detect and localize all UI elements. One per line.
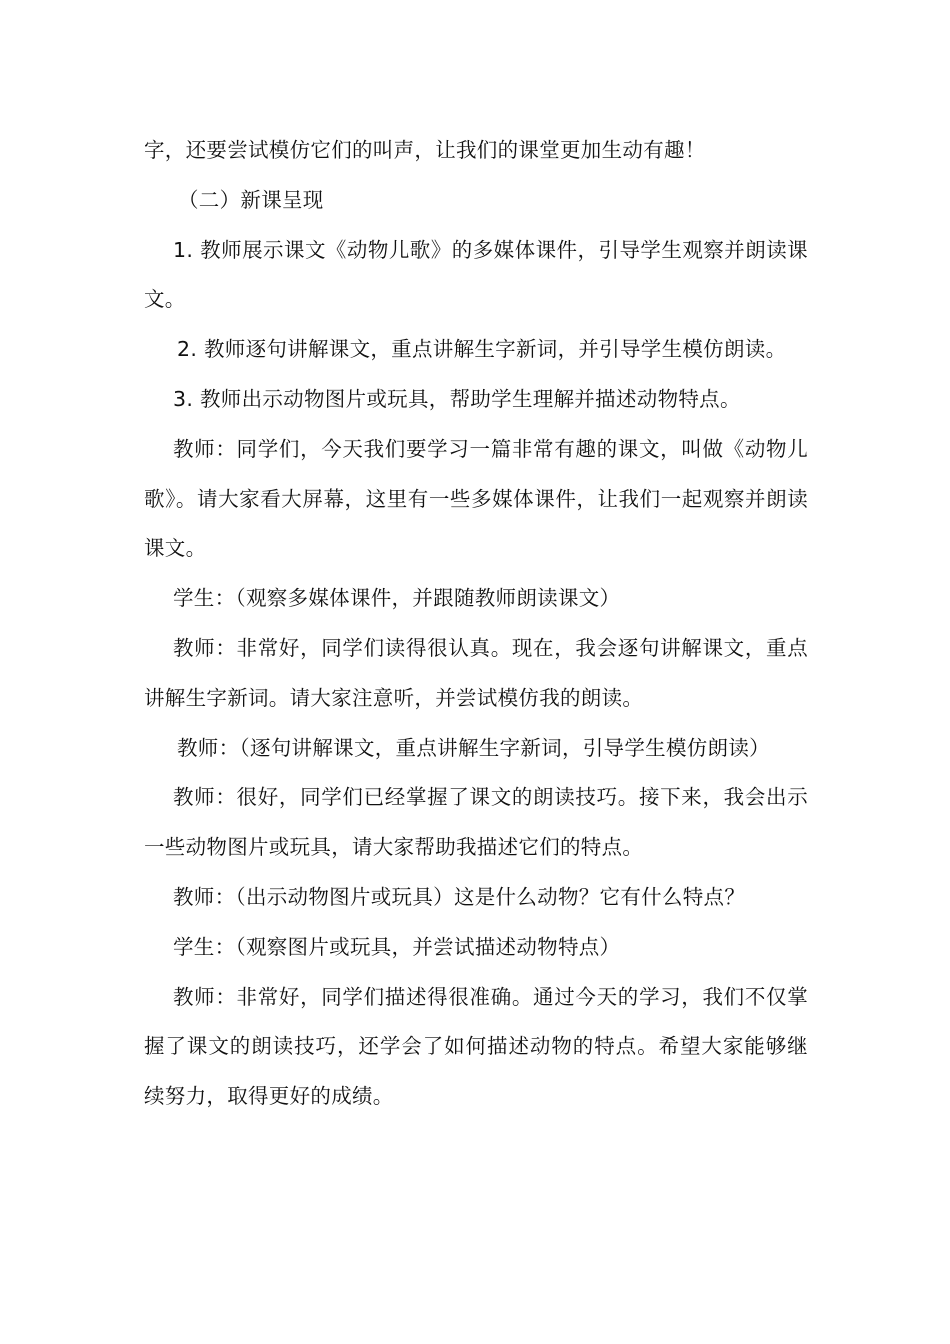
dialogue-teacher-3: 教师：（逐句讲解课文，重点讲解生字新词，引导学生模仿朗读） [177,735,770,760]
paragraph-continuation: 字，还要尝试模仿它们的叫声，让我们的课堂更加生动有趣！ [144,138,706,162]
dialogue-teacher-5: 教师：（出示动物图片或玩具）这是什么动物？它有什么特点？ [173,884,746,909]
dialogue-teacher-1: 教师：同学们，今天我们要学习一篇非常有趣的课文，叫做《动物儿歌》。请大家看大屏幕，这里有一些多媒体课件，让我们一起观察并朗读课文。 [144,436,808,561]
section-heading: （二）新课呈现 [178,187,324,212]
dialogue-teacher-6: 教师：非常好，同学们描述得很准确。通过今天的学习，我们不仅掌握了课文的朗读技巧，还学会了如何描述动物的特点。希望大家能够继续努力，取得更好的成绩。 [144,984,808,1109]
dialogue-teacher-2: 教师：非常好，同学们读得很认真。现在，我会逐句讲解课文，重点讲解生字新词。请大家注意听，并尝试模仿我的朗读。 [144,635,808,710]
list-item-3: 3. 教师出示动物图片或玩具，帮助学生理解并描述动物特点。 [173,386,741,411]
dialogue-teacher-4: 教师：很好，同学们已经掌握了课文的朗读技巧。接下来，我会出示一些动物图片或玩具，请大家帮助我描述它们的特点。 [144,785,808,860]
dialogue-student-1: 学生：（观察多媒体课件，并跟随教师朗读课文） [173,586,621,611]
list-item-2: 2. 教师逐句讲解课文，重点讲解生字新词，并引导学生模仿朗读。 [177,337,787,362]
dialogue-student-2: 学生：（观察图片或玩具，并尝试描述动物特点） [173,934,621,959]
list-item-1: 1. 教师展示课文《动物儿歌》的多媒体课件，引导学生观察并朗读课文。 [144,237,808,312]
document-body [144,126,808,1122]
